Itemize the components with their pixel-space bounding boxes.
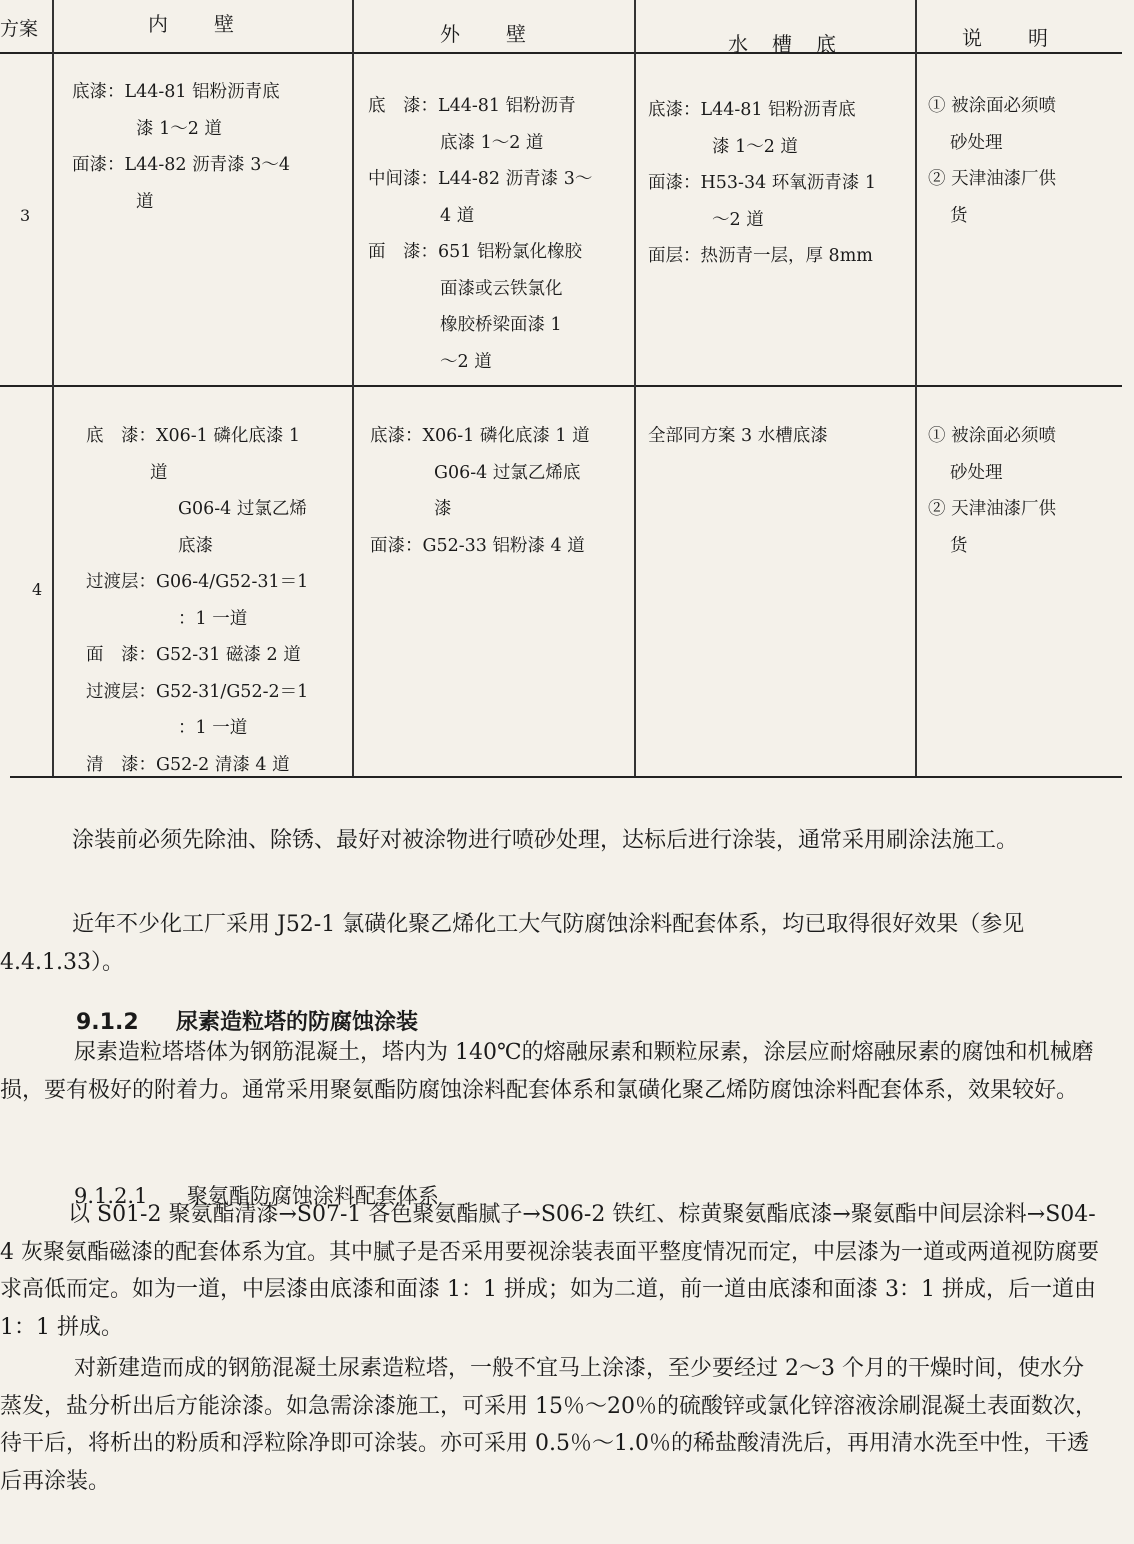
header-notes: 说 明 xyxy=(962,26,1050,50)
header-rule xyxy=(0,52,1122,54)
cell-line: 道 xyxy=(150,462,168,483)
cell-line: 底漆：L44-81 铝粉沥青底 xyxy=(648,100,856,120)
cell-line: ① 被涂面必须喷 xyxy=(928,426,1057,446)
cell-line: ① 被涂面必须喷 xyxy=(928,96,1057,116)
paragraph: 涂装前必须先除油、除锈、最好对被涂物进行喷砂处理，达标后进行涂装，通常采用刷涂法施工。 xyxy=(72,828,1019,853)
cell-line: ② 天津油漆厂供 xyxy=(928,499,1057,519)
cell-line: G06-4 过氯乙烯 xyxy=(178,499,307,519)
cell-line: 砂处理 xyxy=(950,462,1003,483)
cell-line: 面漆：L44-82 沥青漆 3～4 xyxy=(72,155,290,175)
column-divider xyxy=(915,0,917,776)
cell-line: 货 xyxy=(950,535,968,556)
paragraph: 对新建造而成的钢筋混凝土尿素造粒塔，一般不宜马上涂漆，至少要经过 2～3 个月的干燥时间，使水分蒸发，盐分析出后方能涂漆。如急需涂漆施工，可采用 15％～20％的硫酸锌或氯化锌溶液涂刷混凝土表面数次，待干后，将析出的粉质和浮粒除净即可涂装。亦可采用 0.5％～1.0％的稀盐酸清洗后，再用清水洗至中性，干透后再涂装。 xyxy=(0,1356,1097,1494)
row3-notes-cell xyxy=(928,88,1118,234)
header-outer-wall: 外 壁 xyxy=(440,22,528,46)
cell-line: 面漆：G52-33 铝粉漆 4 道 xyxy=(370,535,585,556)
cell-line: 漆 xyxy=(434,499,452,519)
section-title: 尿素造粒塔的防腐蚀涂装 xyxy=(175,1010,418,1035)
scheme-number: 4 xyxy=(32,580,43,599)
cell-line: 道 xyxy=(136,191,154,212)
cell-line: 漆 1～2 道 xyxy=(712,136,798,157)
row3-inner-cell xyxy=(72,74,350,220)
row4-notes-cell xyxy=(928,418,1118,564)
scheme-number: 3 xyxy=(20,206,31,225)
cell-line: 面 漆：G52-31 磁漆 2 道 xyxy=(86,645,301,665)
subsection-number: 9.1.2.1 xyxy=(74,1184,148,1208)
cell-line: 面漆或云铁氯化 xyxy=(440,278,563,299)
row4-tank-bottom-cell xyxy=(648,418,914,455)
cell-line: 全部同方案 3 水槽底漆 xyxy=(648,426,828,446)
cell-line: 面层：热沥青一层，厚 8mm xyxy=(648,246,873,266)
header-inner-wall: 内 壁 xyxy=(148,12,236,36)
cell-line: 底 漆：X06-1 磷化底漆 1 xyxy=(86,426,301,446)
cell-line: 底漆：X06-1 磷化底漆 1 道 xyxy=(370,426,590,446)
paragraph: 近年不少化工厂采用 J52-1 氯磺化聚乙烯化工大气防腐蚀涂料配套体系，均已取得很好效果（参见 4.4.1.33）。 xyxy=(0,912,1025,975)
cell-line: ：1 一道 xyxy=(178,608,248,629)
cell-line: 4 道 xyxy=(440,205,475,226)
cell-line: ② 天津油漆厂供 xyxy=(928,169,1057,189)
row4-inner-cell xyxy=(86,418,350,783)
cell-line: 过渡层：G06-4/G52-31＝1 xyxy=(86,572,309,592)
row4-outer-cell xyxy=(370,418,632,564)
cell-line: ：1 一道 xyxy=(178,718,248,738)
cell-line: 砂处理 xyxy=(950,132,1003,153)
section-number: 9.1.2 xyxy=(76,1010,139,1035)
paragraph: 以 S01-2 聚氨酯清漆→S07-1 各色聚氨酯腻子→S06-2 铁红、棕黄聚氨酯底漆→聚氨酯中间层涂料→S04-4 灰聚氨酯磁漆的配套体系为宜。其中腻子是否采用要视涂装表面平整度情况而定，中层漆为一道或两道视防腐要求高低而定。如为一道，中层漆由底漆和面漆 1：1 拼成；如为二道，前一道由底漆和面漆 3：1 拼成，后一道由 1：1 拼成。 xyxy=(0,1202,1099,1340)
cell-line: 货 xyxy=(950,205,968,226)
row3-tank-bottom-cell xyxy=(648,92,914,275)
cell-line: ～2 道 xyxy=(440,351,492,372)
cell-line: 底漆 1～2 道 xyxy=(440,132,544,153)
cell-line: G06-4 过氯乙烯底 xyxy=(434,462,581,483)
column-divider xyxy=(352,0,354,776)
cell-line: 面 漆：651 铝粉氯化橡胶 xyxy=(368,242,582,262)
cell-line: 橡胶桥梁面漆 1 xyxy=(440,315,562,335)
header-tank-bottom: 水 槽 底 xyxy=(728,32,838,56)
cell-line: 底 漆：L44-81 铝粉沥青 xyxy=(368,96,576,116)
row-divider xyxy=(0,385,1122,387)
cell-line: 中间漆：L44-82 沥青漆 3～ xyxy=(368,169,593,189)
cell-line: 漆 1～2 道 xyxy=(136,118,222,139)
subsection-title: 聚氨酯防腐蚀涂料配套体系 xyxy=(186,1184,439,1208)
column-divider xyxy=(52,0,54,776)
cell-line: ～2 道 xyxy=(712,209,764,230)
paragraph: 尿素造粒塔塔体为钢筋混凝土，塔内为 140℃的熔融尿素和颗粒尿素，涂层应耐熔融尿素的腐蚀和机械磨损，要有极好的附着力。通常采用聚氨酯防腐蚀涂料配套体系和氯磺化聚乙烯防腐蚀涂料配套体系，效果较好。 xyxy=(0,1040,1094,1103)
cell-line: 面漆：H53-34 环氧沥青漆 1 xyxy=(648,173,876,193)
column-divider xyxy=(634,0,636,776)
header-scheme: 方案 xyxy=(0,18,39,40)
cell-line: 过渡层：G52-31/G52-2＝1 xyxy=(86,681,309,702)
row3-outer-cell xyxy=(368,88,630,380)
cell-line: 清 漆：G52-2 清漆 4 道 xyxy=(86,754,290,775)
section-heading xyxy=(76,1005,418,1036)
cell-line: 底漆 xyxy=(178,535,213,556)
cell-line: 底漆：L44-81 铝粉沥青底 xyxy=(72,82,280,102)
